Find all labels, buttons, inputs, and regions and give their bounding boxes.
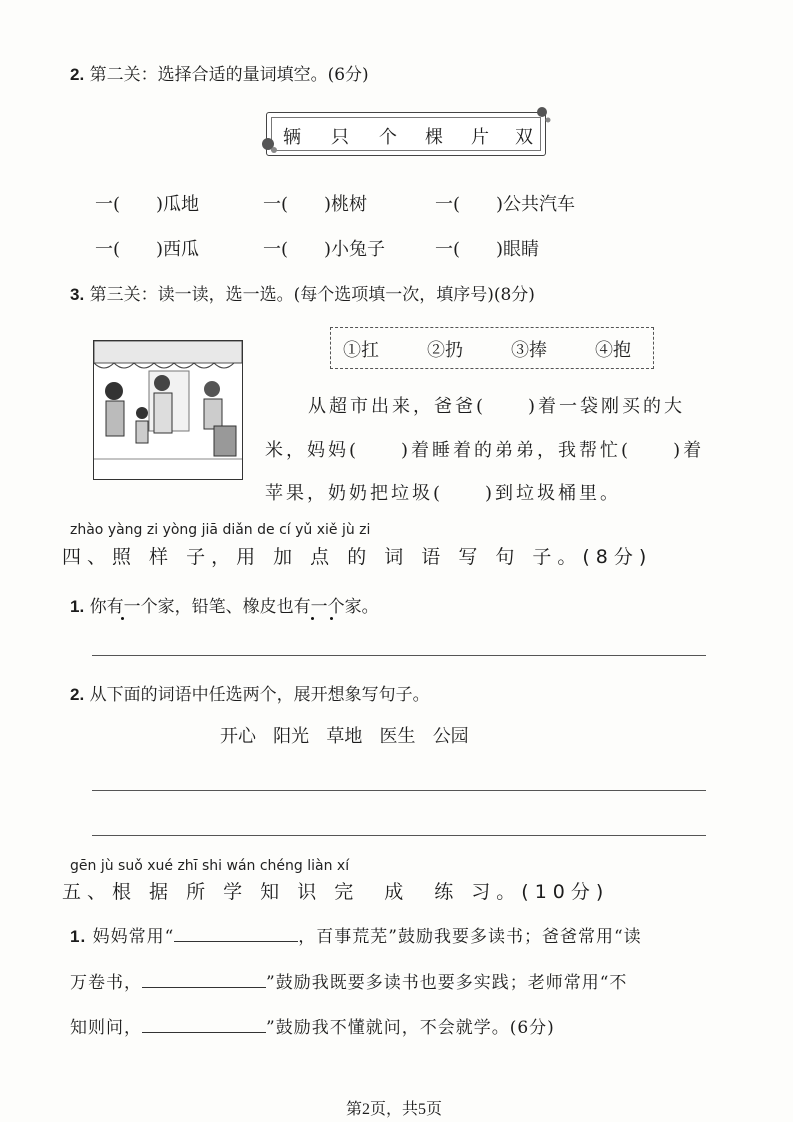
family-illustration	[93, 340, 243, 480]
fill-blank[interactable]: 一( )公共汽车	[435, 194, 576, 215]
options-box	[330, 327, 654, 369]
question-text: 第二关：选择合适的量词填空。(6分)	[89, 65, 369, 85]
answer-blank[interactable]	[142, 987, 266, 988]
fill-blank[interactable]: 一( )桃树	[263, 194, 368, 215]
answer-line[interactable]	[92, 835, 706, 836]
question-text: 你有一个家，铅笔、橡皮也有一个家。	[89, 597, 379, 617]
word-item: 双	[515, 127, 533, 148]
section-5-line-1	[70, 922, 642, 947]
section-4-title: 四、照 样 子，用 加 点 的 词 语 写 句 子。(8分)	[62, 546, 653, 568]
word-item: 个	[379, 127, 397, 148]
decoration-icon	[250, 102, 560, 172]
word-item: 医生	[379, 726, 416, 747]
passage-line: 苹果，奶奶把垃圾( )到垃圾桶里。	[265, 483, 622, 504]
question-number: 2.	[70, 65, 85, 84]
section-5-title: 五、根 据 所 学 知 识 完 成 练 习。(10分)	[62, 881, 610, 903]
word-item: 公园	[432, 726, 469, 747]
answer-blank[interactable]	[174, 941, 298, 942]
section-4-pinyin: zhào yàng zi yòng jiā diǎn de cí yǔ xiě jù zi	[70, 522, 371, 538]
text-segment: 知则问，	[70, 1018, 142, 1038]
section-5-pinyin: gēn jù suǒ xué zhī shi wán chéng liàn xí	[70, 858, 350, 874]
text-segment: ”鼓励我不懂就问，不会就学。(6分)	[266, 1018, 555, 1038]
text-segment: 妈妈常用“	[92, 927, 175, 947]
text-segment: ”鼓励我既要多读书也要多实践；老师常用“不	[266, 973, 628, 993]
question-number: 1.	[70, 597, 85, 616]
passage-line: 从超市出来，爸爸( )着一袋刚买的大	[308, 396, 686, 417]
answer-line[interactable]	[92, 790, 706, 791]
word-item: 棵	[425, 127, 443, 148]
word-list	[220, 722, 469, 748]
page-footer: 第2页，共5页	[346, 1101, 443, 1118]
answer-blank[interactable]	[142, 1032, 266, 1033]
word-item: 草地	[326, 726, 363, 747]
option-item: ③捧	[511, 340, 547, 361]
emphasis-dot	[330, 617, 333, 620]
word-item: 阳光	[273, 726, 310, 747]
emphasis-dot	[121, 617, 124, 620]
fill-blank[interactable]: 一( )眼睛	[435, 239, 540, 260]
text-segment: ，百事荒芜”鼓励我要多读书；爸爸常用“读	[298, 927, 642, 947]
text-segment: 万卷书，	[70, 973, 142, 993]
option-item: ④抱	[595, 340, 631, 361]
section-5-line-2	[70, 968, 627, 993]
word-item: 辆	[283, 127, 301, 148]
word-item: 开心	[220, 726, 256, 747]
option-item: ①扛	[343, 340, 379, 361]
passage-line: 米，妈妈( )着睡着的弟弟，我帮忙( )着	[265, 440, 705, 461]
question-3	[70, 280, 535, 305]
fill-blank[interactable]: 一( )小兔子	[263, 239, 386, 260]
question-2	[70, 60, 369, 85]
word-item: 只	[331, 127, 349, 148]
question-number: 1.	[70, 927, 87, 946]
question-text: 第三关：读一读，选一选。(每个选项填一次，填序号)(8分)	[89, 285, 535, 305]
section-4-q1	[70, 592, 379, 617]
emphasis-dot	[311, 617, 314, 620]
section-5-line-3	[70, 1013, 555, 1038]
question-number: 3.	[70, 285, 85, 304]
section-4-q2	[70, 680, 430, 705]
question-number: 2.	[70, 685, 85, 704]
fill-blank[interactable]: 一( )西瓜	[95, 239, 200, 260]
fill-blank[interactable]: 一( )瓜地	[95, 194, 200, 215]
answer-line[interactable]	[92, 655, 706, 656]
word-item: 片	[471, 127, 489, 148]
question-text: 从下面的词语中任选两个，展开想象写句子。	[89, 685, 430, 705]
option-item: ②扔	[427, 340, 463, 361]
